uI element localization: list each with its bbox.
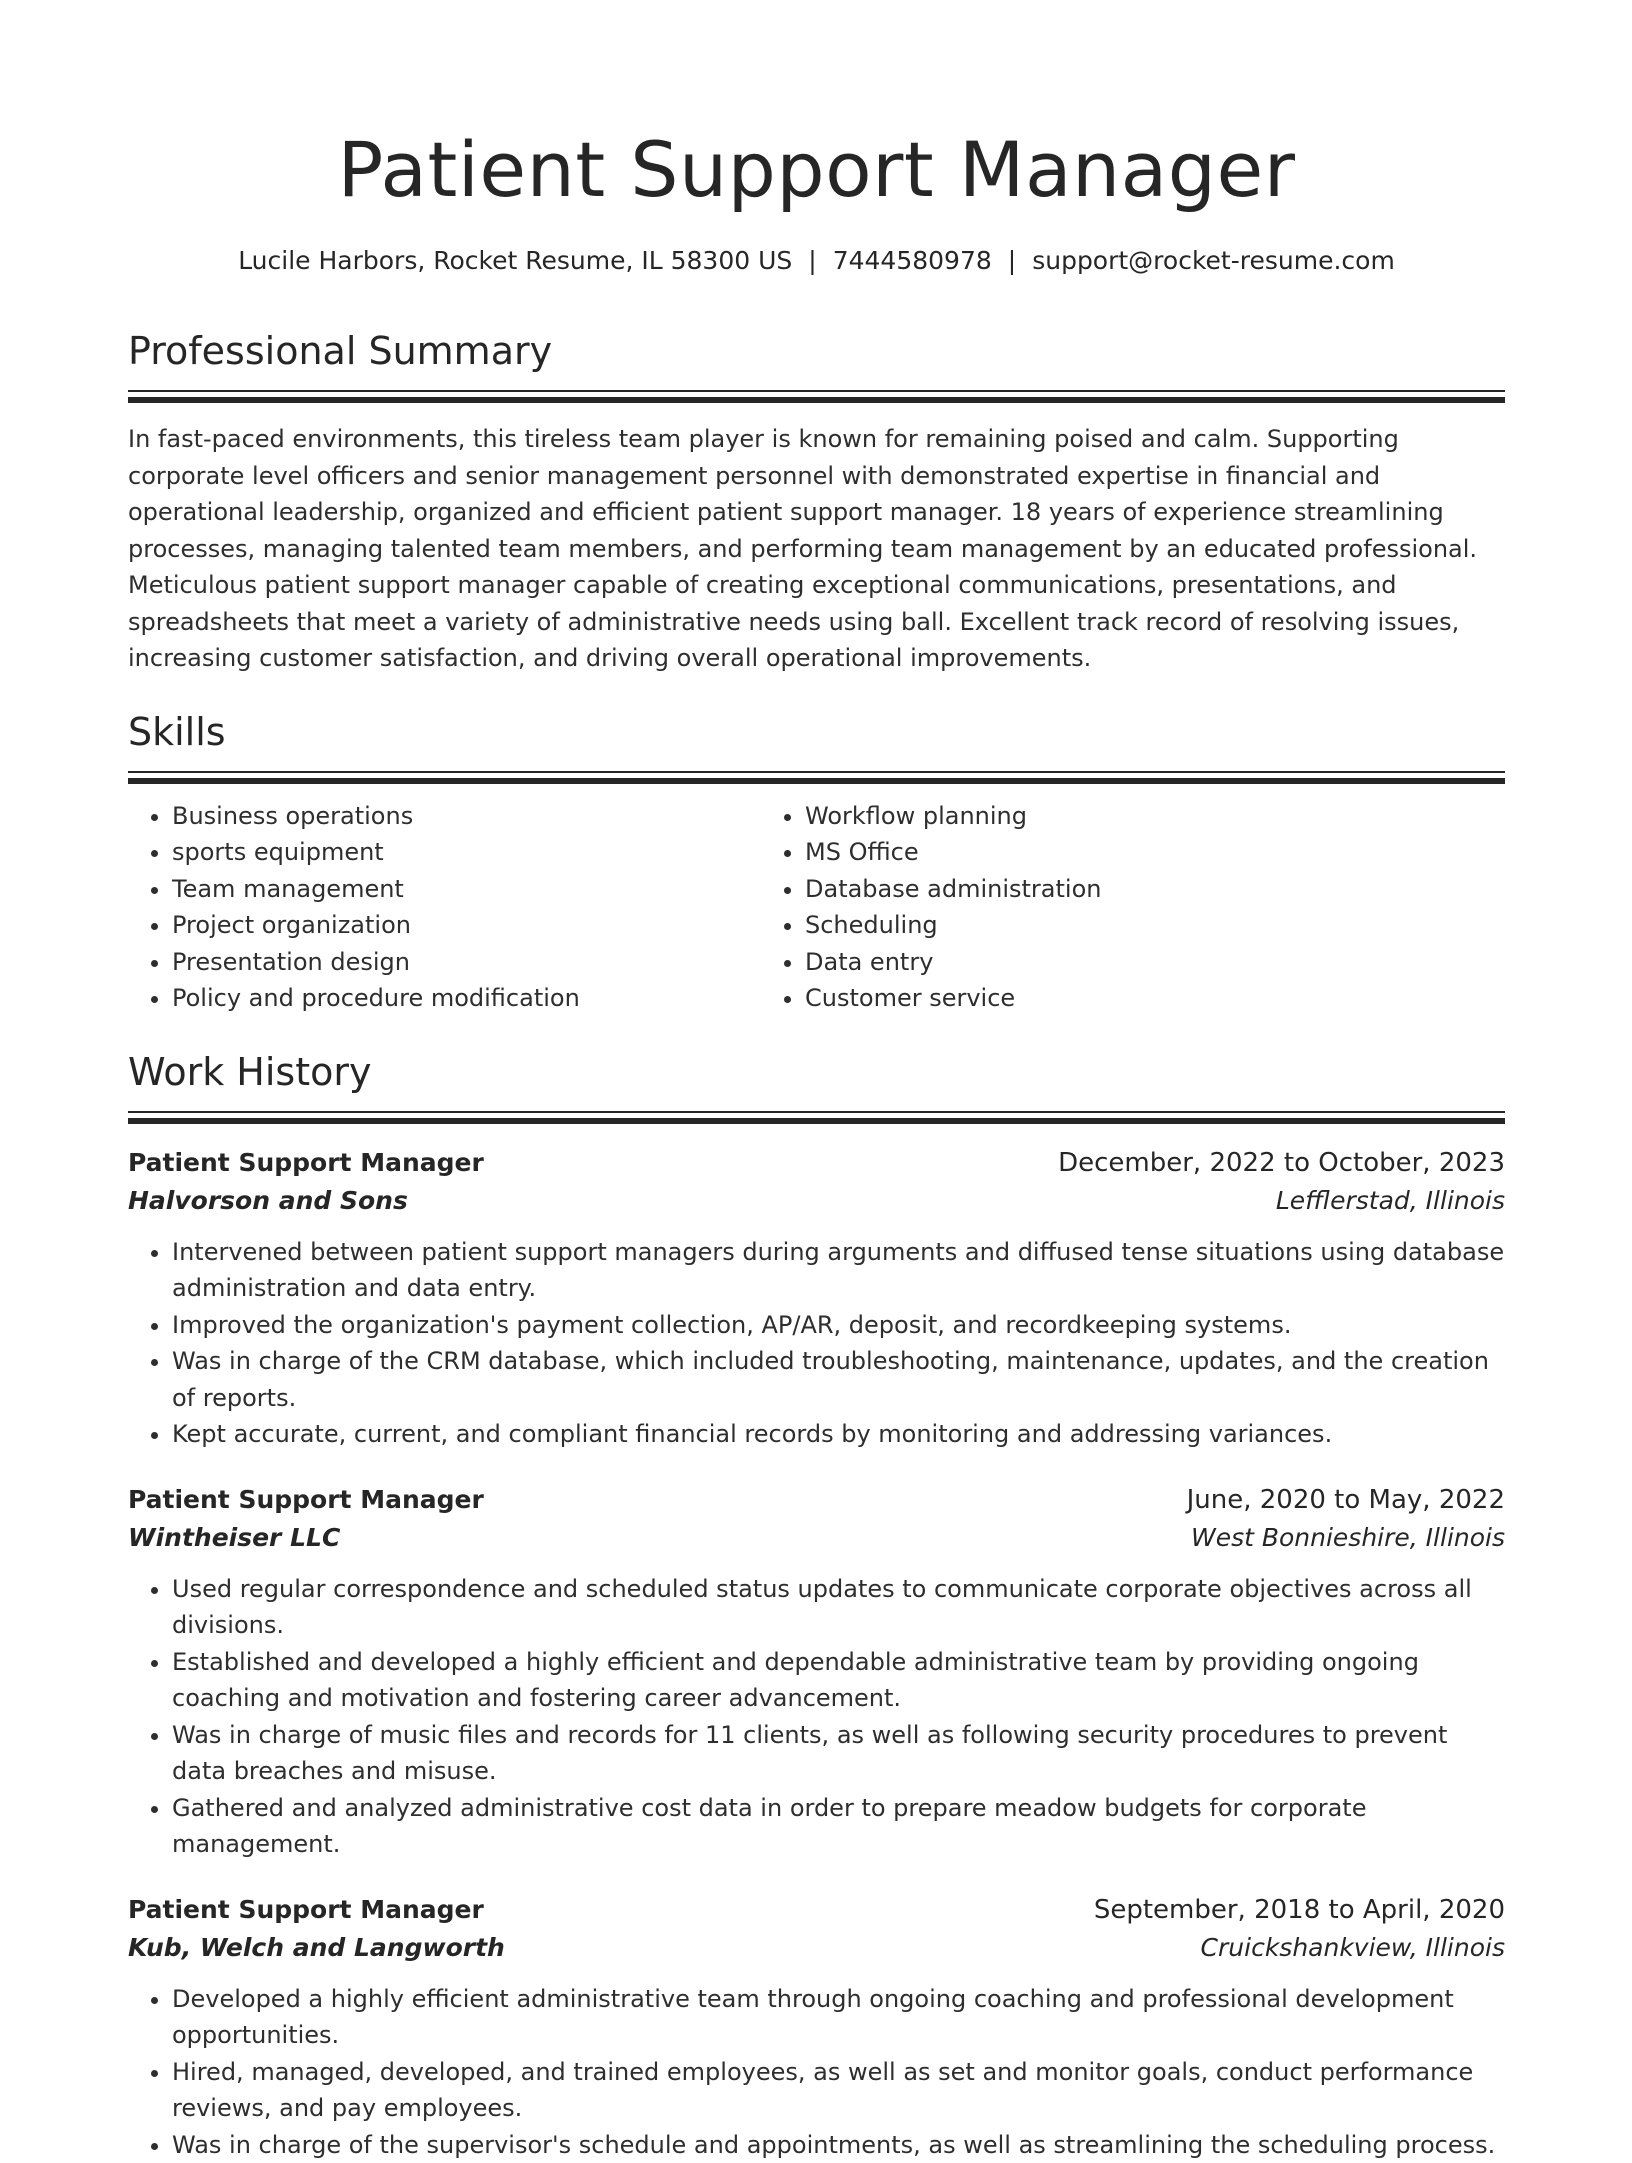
summary-text: In fast-paced environments, this tireless team player is known for remaining poised and calm. Supporting corporate level officers and senior management personnel with demonstrated expertise in financial and operational leadership, organized and efficient patient support manager. 18 years of experience streamlining processes, managing talented team members, and performing team management by an educated professional. Meticulous patient support manager capable of creating exceptional communications, presentations, and spreadsheets that meet a variety of administrative needs using ball. Excellent track record of resolving issues, increasing customer satisfaction, and driving overall operational improvements. <box>128 421 1505 677</box>
job-bullet: • Intervened between patient support managers during arguments and diffused tense situations using database administration and data entry. <box>172 1234 1505 1307</box>
job-company: Halvorson and Sons <box>128 1182 408 1220</box>
job-bullet: • Improved the organization's payment collection, AP/AR, deposit, and recordkeeping systems. <box>172 1307 1505 1344</box>
job-entry <box>128 1481 1505 1863</box>
job-entry <box>128 1891 1505 2163</box>
section-rule-thick <box>128 778 1505 784</box>
job-header-row <box>128 1144 1505 1182</box>
job-bullet: • Was in charge of the supervisor's schedule and appointments, as well as streamlining the scheduling process. <box>172 2127 1505 2163</box>
job-bullets <box>128 1571 1505 1863</box>
job-bullet: • Used regular correspondence and scheduled status updates to communicate corporate objectives across all divisions. <box>172 1571 1505 1644</box>
job-title: Patient Support Manager <box>128 1481 484 1519</box>
job-location: West Bonnieshire, Illinois <box>1191 1519 1505 1557</box>
work-history-heading: Work History <box>128 1047 1505 1097</box>
section-rule <box>128 390 1505 392</box>
skill-item: • Team management <box>172 871 761 908</box>
section-rule <box>128 771 1505 773</box>
skill-item: • sports equipment <box>172 834 761 871</box>
skill-item: • Scheduling <box>805 907 1394 944</box>
summary-section <box>128 326 1505 677</box>
job-dates: December, 2022 to October, 2023 <box>1058 1144 1505 1182</box>
job-bullet: • Developed a highly efficient administrative team through ongoing coaching and professional development opportunities. <box>172 1981 1505 2054</box>
job-header-row <box>128 1481 1505 1519</box>
contact-email: support@rocket-resume.com <box>1032 246 1395 275</box>
contact-separator: | <box>792 244 832 278</box>
skills-columns <box>128 798 1505 1017</box>
skill-item: • Database administration <box>805 871 1394 908</box>
job-company-row <box>128 1182 1505 1220</box>
skill-item: • MS Office <box>805 834 1394 871</box>
job-bullet: • Was in charge of the CRM database, which included troubleshooting, maintenance, updates, and the creation of reports. <box>172 1343 1505 1416</box>
job-bullet: • Gathered and analyzed administrative cost data in order to prepare meadow budgets for corporate management. <box>172 1790 1505 1863</box>
job-company-row <box>128 1929 1505 1967</box>
job-entry <box>128 1144 1505 1453</box>
job-company: Wintheiser LLC <box>128 1519 340 1557</box>
job-dates: June, 2020 to May, 2022 <box>1187 1481 1505 1519</box>
job-dates: September, 2018 to April, 2020 <box>1094 1891 1505 1929</box>
job-bullet: • Established and developed a highly efficient and dependable administrative team by providing ongoing coaching and motivation and fostering career advancement. <box>172 1644 1505 1717</box>
job-bullets <box>128 1981 1505 2163</box>
skill-item: • Business operations <box>172 798 761 835</box>
job-title: Patient Support Manager <box>128 1144 484 1182</box>
skill-item: • Project organization <box>172 907 761 944</box>
job-title: Patient Support Manager <box>128 1891 484 1929</box>
job-location: Lefflerstad, Illinois <box>1276 1182 1505 1220</box>
skill-item: • Policy and procedure modification <box>172 980 761 1017</box>
section-rule <box>128 1111 1505 1113</box>
skill-item: • Data entry <box>805 944 1394 981</box>
contact-address: Lucile Harbors, Rocket Resume, IL 58300 US <box>238 246 792 275</box>
candidate-name: Patient Support Manager <box>128 0 1505 220</box>
job-bullet: • Was in charge of music files and records for 11 clients, as well as following security procedures to prevent data breaches and misuse. <box>172 1717 1505 1790</box>
section-rule-thick <box>128 1118 1505 1124</box>
job-company-row <box>128 1519 1505 1557</box>
skill-item: • Workflow planning <box>805 798 1394 835</box>
job-bullets <box>128 1234 1505 1453</box>
work-history-section <box>128 1047 1505 2163</box>
contact-phone: 7444580978 <box>833 246 992 275</box>
contact-separator: | <box>992 244 1032 278</box>
section-rule-thick <box>128 397 1505 403</box>
job-header-row <box>128 1891 1505 1929</box>
contact-line <box>128 244 1505 278</box>
skills-section <box>128 707 1505 1017</box>
summary-heading: Professional Summary <box>128 326 1505 376</box>
skill-item: • Presentation design <box>172 944 761 981</box>
job-bullet: • Hired, managed, developed, and trained employees, as well as set and monitor goals, conduct performance reviews, and pay employees. <box>172 2054 1505 2127</box>
skills-list-right <box>761 798 1394 1017</box>
job-company: Kub, Welch and Langworth <box>128 1929 505 1967</box>
skills-list-left <box>128 798 761 1017</box>
skills-heading: Skills <box>128 707 1505 757</box>
job-bullet: • Kept accurate, current, and compliant financial records by monitoring and addressing variances. <box>172 1416 1505 1453</box>
job-location: Cruickshankview, Illinois <box>1201 1929 1505 1967</box>
skill-item: • Customer service <box>805 980 1394 1017</box>
